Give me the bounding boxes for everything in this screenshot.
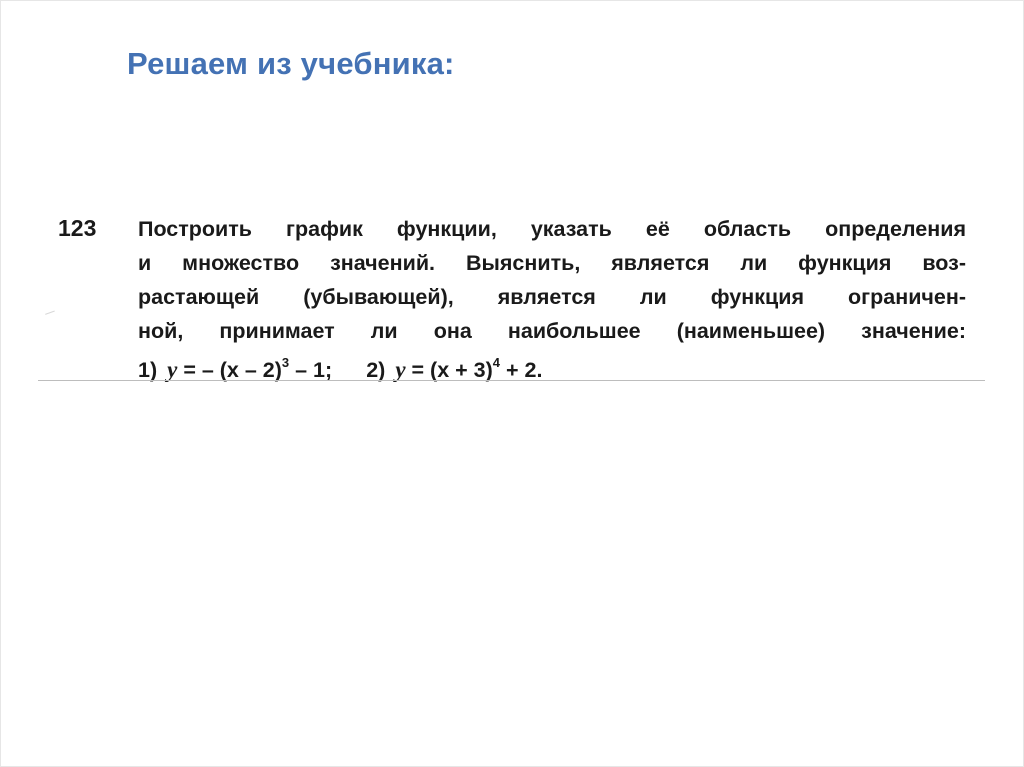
item-1-label: 1) (138, 358, 158, 383)
item-1-variable: y (167, 357, 178, 383)
horizontal-rule (38, 380, 985, 381)
task-formulas (138, 348, 966, 382)
item-2-exponent: 4 (492, 355, 501, 370)
item-2-tail: + 2. (500, 358, 543, 383)
item-1-exponent: 3 (281, 355, 290, 370)
item-1-body: = – (x – 2) (177, 358, 282, 383)
task-number: 123 (58, 215, 97, 241)
item-2-label: 2) (366, 358, 386, 383)
item-1-tail: – 1; (289, 358, 333, 383)
task-line-4: ной, принимает ли она наибольшее (наименьшее) значение: (138, 319, 966, 343)
item-2-variable: y (395, 357, 406, 383)
task-line-2: и множество значений. Выяснить, является ли функция воз- (138, 251, 966, 275)
slide-title: Решаем из учебника: (127, 46, 455, 81)
item-2-body: = (x + 3) (405, 358, 493, 383)
task-line-1: Построить график функции, указать её область определения (138, 217, 966, 241)
task-text (138, 212, 966, 382)
task-line-3: растающей (убывающей), является ли функция ограничен- (138, 285, 966, 309)
